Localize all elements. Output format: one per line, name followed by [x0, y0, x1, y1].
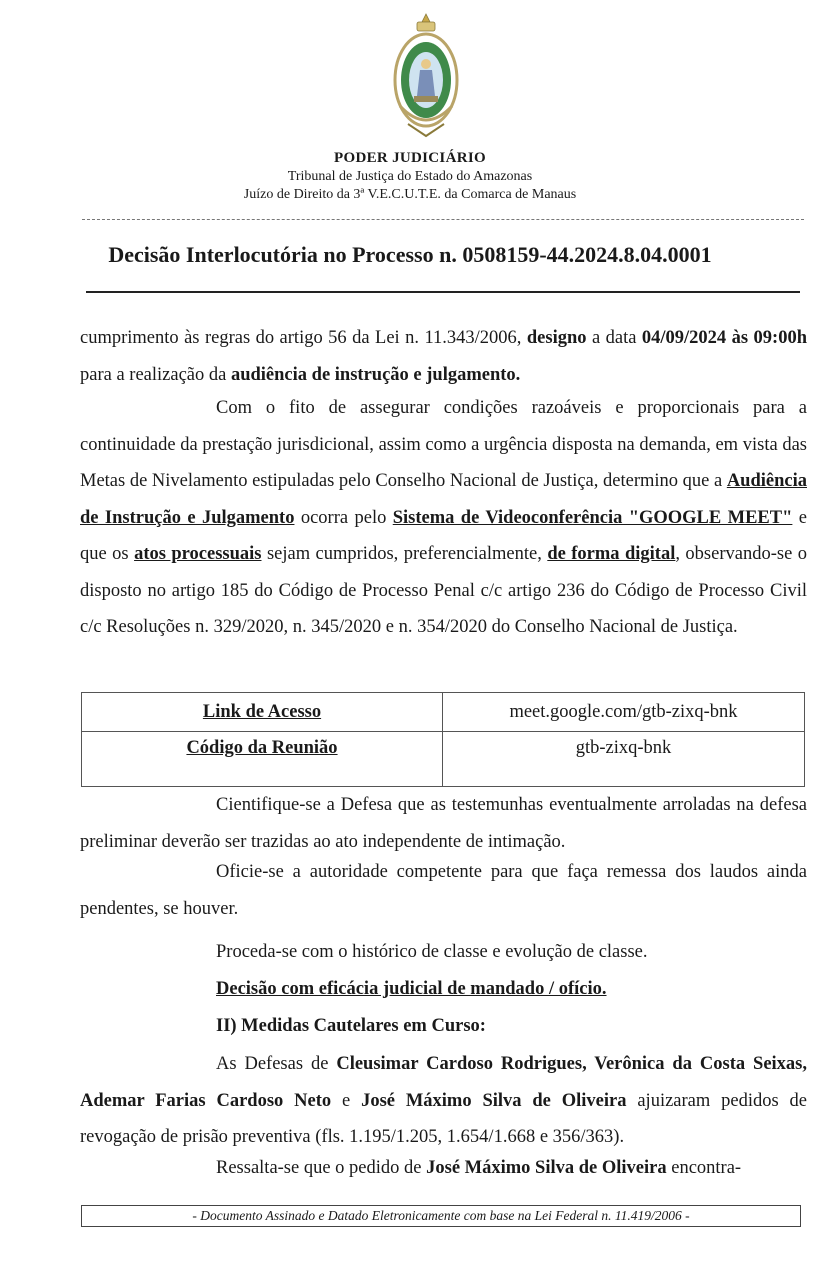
paragraph-mandate-efficacy: Decisão com eficácia judicial de mandado / ofício. — [216, 979, 607, 999]
paragraph-class-history: Proceda-se com o histórico de classe e evolução de classe. — [216, 942, 648, 962]
paragraph-continuation: Ressalta-se que o pedido de José Máximo Silva de Oliveira encontra- — [216, 1158, 742, 1178]
court-name: Tribunal de Justiça do Estado do Amazonas — [287, 169, 533, 184]
division-name: Juízo de Direito da 3ª V.E.C.U.T.E. da Comarca de Manaus — [243, 187, 577, 202]
signature-footer: - Documento Assinado e Datado Eletronicamente com base na Lei Federal n. 11.419/2006 - — [81, 1205, 801, 1227]
table-row — [82, 732, 805, 787]
code-label: Código da Reunião — [82, 732, 443, 787]
code-value: gtb-zixq-bnk — [443, 732, 805, 787]
paragraph-witnesses: Cientifique-se a Defesa que as testemunhas eventualmente arroladas na defesa preliminar deverão ser trazidas ao ato independente de intimação. — [80, 795, 807, 852]
coat-of-arms-icon — [390, 12, 462, 140]
header-divider — [82, 219, 804, 220]
paragraph-reports: Oficie-se a autoridade competente para que faça remessa dos laudos ainda pendentes, se houver. — [80, 862, 807, 919]
document-title: Decisão Interlocutória no Processo n. 0508159-44.2024.8.04.0001 — [108, 242, 712, 267]
meeting-info-table — [81, 692, 805, 787]
title-divider — [86, 291, 800, 293]
link-value[interactable]: meet.google.com/gtb-zixq-bnk — [443, 693, 805, 732]
link-label: Link de Acesso — [82, 693, 443, 732]
institution-name: PODER JUDICIÁRIO — [334, 150, 486, 166]
table-row — [82, 693, 805, 732]
paragraph-videoconference: Com o fito de assegurar condições razoáveis e proporcionais para a continuidade da prestação jurisdicional, assim como a urgência disposta na demanda, em vista das Metas de Nivelamento estipuladas pelo Conselho Nacional de Justiça, determino que a Audiência de Instrução e Julgamento ocorra pelo Sistema de Videoconferência "GOOGLE MEET" e que os atos processuais sejam cumpridos, preferencialmente, de forma digital, observando-se o disposto no artigo 185 do Código de Processo Penal c/c artigo 236 do Código de Processo Civil c/c Resoluções n. 329/2020, n. 345/2020 e n. 354/2020 do Conselho Nacional de Justiça. — [80, 398, 807, 637]
section-heading: II) Medidas Cautelares em Curso: — [216, 1016, 486, 1036]
paragraph-defense-requests: As Defesas de Cleusimar Cardoso Rodrigues, Verônica da Costa Seixas, Ademar Farias Cardoso Neto e José Máximo Silva de Oliveira ajuizaram pedidos de revogação de prisão preventiva (fls. 1.195/1.205, 1.654/1.668 e 356/363). — [80, 1054, 807, 1147]
paragraph-hearing-date: cumprimento às regras do artigo 56 da Lei n. 11.343/2006, designo a data 04/09/2024 às 09:00h para a realização da audiência de instrução e julgamento. — [80, 328, 807, 385]
